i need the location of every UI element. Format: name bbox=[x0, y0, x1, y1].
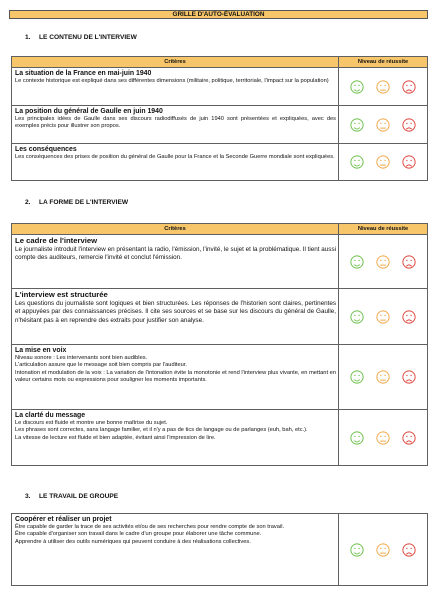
section-1-title: LE CONTENU DE L'INTERVIEW bbox=[39, 34, 137, 41]
criterion-description bbox=[15, 355, 336, 385]
sad-face-icon bbox=[402, 543, 416, 557]
sad-face-icon bbox=[402, 155, 416, 169]
criterion-title: Coopérer et réaliser un projet bbox=[15, 516, 112, 523]
criterion-cell bbox=[12, 144, 339, 181]
criterion-description bbox=[15, 78, 336, 85]
niveau-header: Niveau de réussite bbox=[339, 57, 428, 68]
table-header-row bbox=[12, 224, 428, 235]
happy-face-icon bbox=[350, 155, 364, 169]
rating-cell bbox=[339, 514, 428, 586]
criterion-description bbox=[15, 154, 336, 161]
sad-face-icon bbox=[402, 431, 416, 445]
criterion-row bbox=[12, 68, 428, 106]
criterion-text: Le journaliste introduit l'interview en présentant la radio, l'émission, l'invité, le sujet et la problématique. Il tient aussi compte des auditeurs, remercie l'invité et conclut l'émission. bbox=[15, 246, 336, 262]
section-3-table bbox=[11, 513, 428, 586]
criterion-description bbox=[15, 524, 336, 546]
criterion-text: La vitesse de lecture est fluide et bien adaptée, évitant ainsi l'impression de lire. bbox=[15, 434, 216, 441]
neutral-face-icon bbox=[376, 370, 390, 384]
sad-face-icon bbox=[402, 118, 416, 132]
niveau-header: Niveau de réussite bbox=[339, 224, 428, 235]
criterion-description bbox=[15, 420, 336, 442]
sad-face-icon bbox=[402, 370, 416, 384]
neutral-face-icon bbox=[376, 543, 390, 557]
neutral-face-icon bbox=[376, 155, 390, 169]
section-2-title: LA FORME DE L'INTERVIEW bbox=[39, 199, 129, 206]
criterion-cell bbox=[12, 514, 339, 586]
criterion-text: Apprendre à utiliser des outils numériques qui peuvent conduire à des réalisations collectives. bbox=[15, 538, 251, 545]
rating-cell bbox=[339, 106, 428, 144]
rating-cell bbox=[339, 289, 428, 345]
criterion-text: L'articulation assure que le message soit bien compris par l'auditeur. bbox=[15, 362, 187, 369]
criterion-cell bbox=[12, 410, 339, 466]
sad-face-icon bbox=[402, 310, 416, 324]
criterion-text: Les principales idées de Gaulle dans ses discours radiodiffusés de juin 1940 sont présentées et expliquées, avec des exemples précis pour illustrer son propos. bbox=[15, 116, 336, 130]
criterion-cell bbox=[12, 235, 339, 289]
neutral-face-icon bbox=[376, 80, 390, 94]
neutral-face-icon bbox=[376, 118, 390, 132]
criterion-cell bbox=[12, 106, 339, 144]
criterion-row bbox=[12, 106, 428, 144]
criterion-row bbox=[12, 514, 428, 586]
happy-face-icon bbox=[350, 543, 364, 557]
criterion-description bbox=[15, 246, 336, 263]
criterion-title: La clarté du message bbox=[15, 412, 86, 419]
neutral-face-icon bbox=[376, 310, 390, 324]
criterion-row bbox=[12, 410, 428, 466]
section-1-table bbox=[11, 56, 428, 181]
sad-face-icon bbox=[402, 255, 416, 269]
neutral-face-icon bbox=[376, 431, 390, 445]
rating-cell bbox=[339, 345, 428, 410]
criterion-title: La situation de la France en mai-juin 1940 bbox=[15, 70, 152, 77]
section-3-number: 3. bbox=[25, 493, 31, 500]
criterion-row bbox=[12, 144, 428, 181]
criterion-text: Les questions du journaliste sont logiques et bien structurées. Les réponses de l'historien sont claires, pertinentes et appuyées par des connaissances précises. Il cite ses sources et se base sur les discours du général de Gaulle, n'hésitant pas à en reprendre des extraits pour justifier son analyse. bbox=[15, 300, 336, 324]
rating-cell bbox=[339, 235, 428, 289]
section-1-number: 1. bbox=[25, 34, 31, 41]
happy-face-icon bbox=[350, 255, 364, 269]
criterion-title: L'interview est structurée bbox=[15, 290, 108, 299]
criterion-cell bbox=[12, 345, 339, 410]
criterion-text: Le discours est fluide et montre une bonne maîtrise du sujet. bbox=[15, 420, 168, 426]
criterion-title: La mise en voix bbox=[15, 347, 67, 354]
sad-face-icon bbox=[402, 80, 416, 94]
neutral-face-icon bbox=[376, 255, 390, 269]
criterion-text: Intonation et modulation de la voix : La variation de l'intonation évite la monotonie et rend l'interview plus vivante, en mettant en valeur certains mots ou expressions pour souligner les moments importants. bbox=[15, 369, 336, 384]
happy-face-icon bbox=[350, 431, 364, 445]
criterion-cell bbox=[12, 289, 339, 345]
table-header-row bbox=[12, 57, 428, 68]
criterion-description bbox=[15, 116, 336, 131]
happy-face-icon bbox=[350, 310, 364, 324]
criterion-title: La position du général de Gaulle en juin 1940 bbox=[15, 108, 163, 115]
criterion-text: Les conséquences des prises de position du général de Gaulle pour la France et la Seconde Guerre mondiale sont expliquées. bbox=[15, 154, 335, 160]
section-2-number: 2. bbox=[25, 199, 31, 206]
rating-cell bbox=[339, 410, 428, 466]
section-3-heading bbox=[25, 493, 118, 501]
criterion-cell bbox=[12, 68, 339, 106]
rating-cell bbox=[339, 144, 428, 181]
criteres-header: Critères bbox=[12, 224, 339, 235]
criterion-row bbox=[12, 235, 428, 289]
criterion-title: Les conséquences bbox=[15, 146, 77, 153]
happy-face-icon bbox=[350, 370, 364, 384]
criterion-row bbox=[12, 345, 428, 410]
criterion-text: Le contexte historique est expliqué dans ses différentes dimensions (militaire, politique, territoriale, l'impact sur la population) bbox=[15, 78, 329, 84]
rating-cell bbox=[339, 68, 428, 106]
criterion-text: Être capable d'organiser son travail dans le cadre d'un groupe pour élaborer une tâche commune. bbox=[15, 531, 262, 538]
section-1-heading bbox=[25, 34, 137, 42]
page-title: GRILLE D'AUTO-ÉVALUATION bbox=[9, 10, 428, 19]
section-3-title: LE TRAVAIL DE GROUPE bbox=[39, 493, 119, 500]
criterion-text: Les phrases sont correctes, sans langage familier, et il n'y a pas de tics de langage ou de parlanges (euh, bah, etc.). bbox=[15, 427, 308, 434]
section-2-heading bbox=[25, 199, 128, 207]
happy-face-icon bbox=[350, 80, 364, 94]
section-2-table bbox=[11, 223, 428, 466]
criteres-header: Critères bbox=[12, 57, 339, 68]
criterion-description bbox=[15, 300, 336, 325]
criterion-text: Niveau sonore : Les intervenants sont bien audibles. bbox=[15, 355, 148, 361]
happy-face-icon bbox=[350, 118, 364, 132]
criterion-text: Être capable de garder la trace de ses activités et/ou de ses recherches pour rendre compte de son travail. bbox=[15, 524, 285, 530]
criterion-row bbox=[12, 289, 428, 345]
criterion-title: Le cadre de l'interview bbox=[15, 236, 98, 245]
